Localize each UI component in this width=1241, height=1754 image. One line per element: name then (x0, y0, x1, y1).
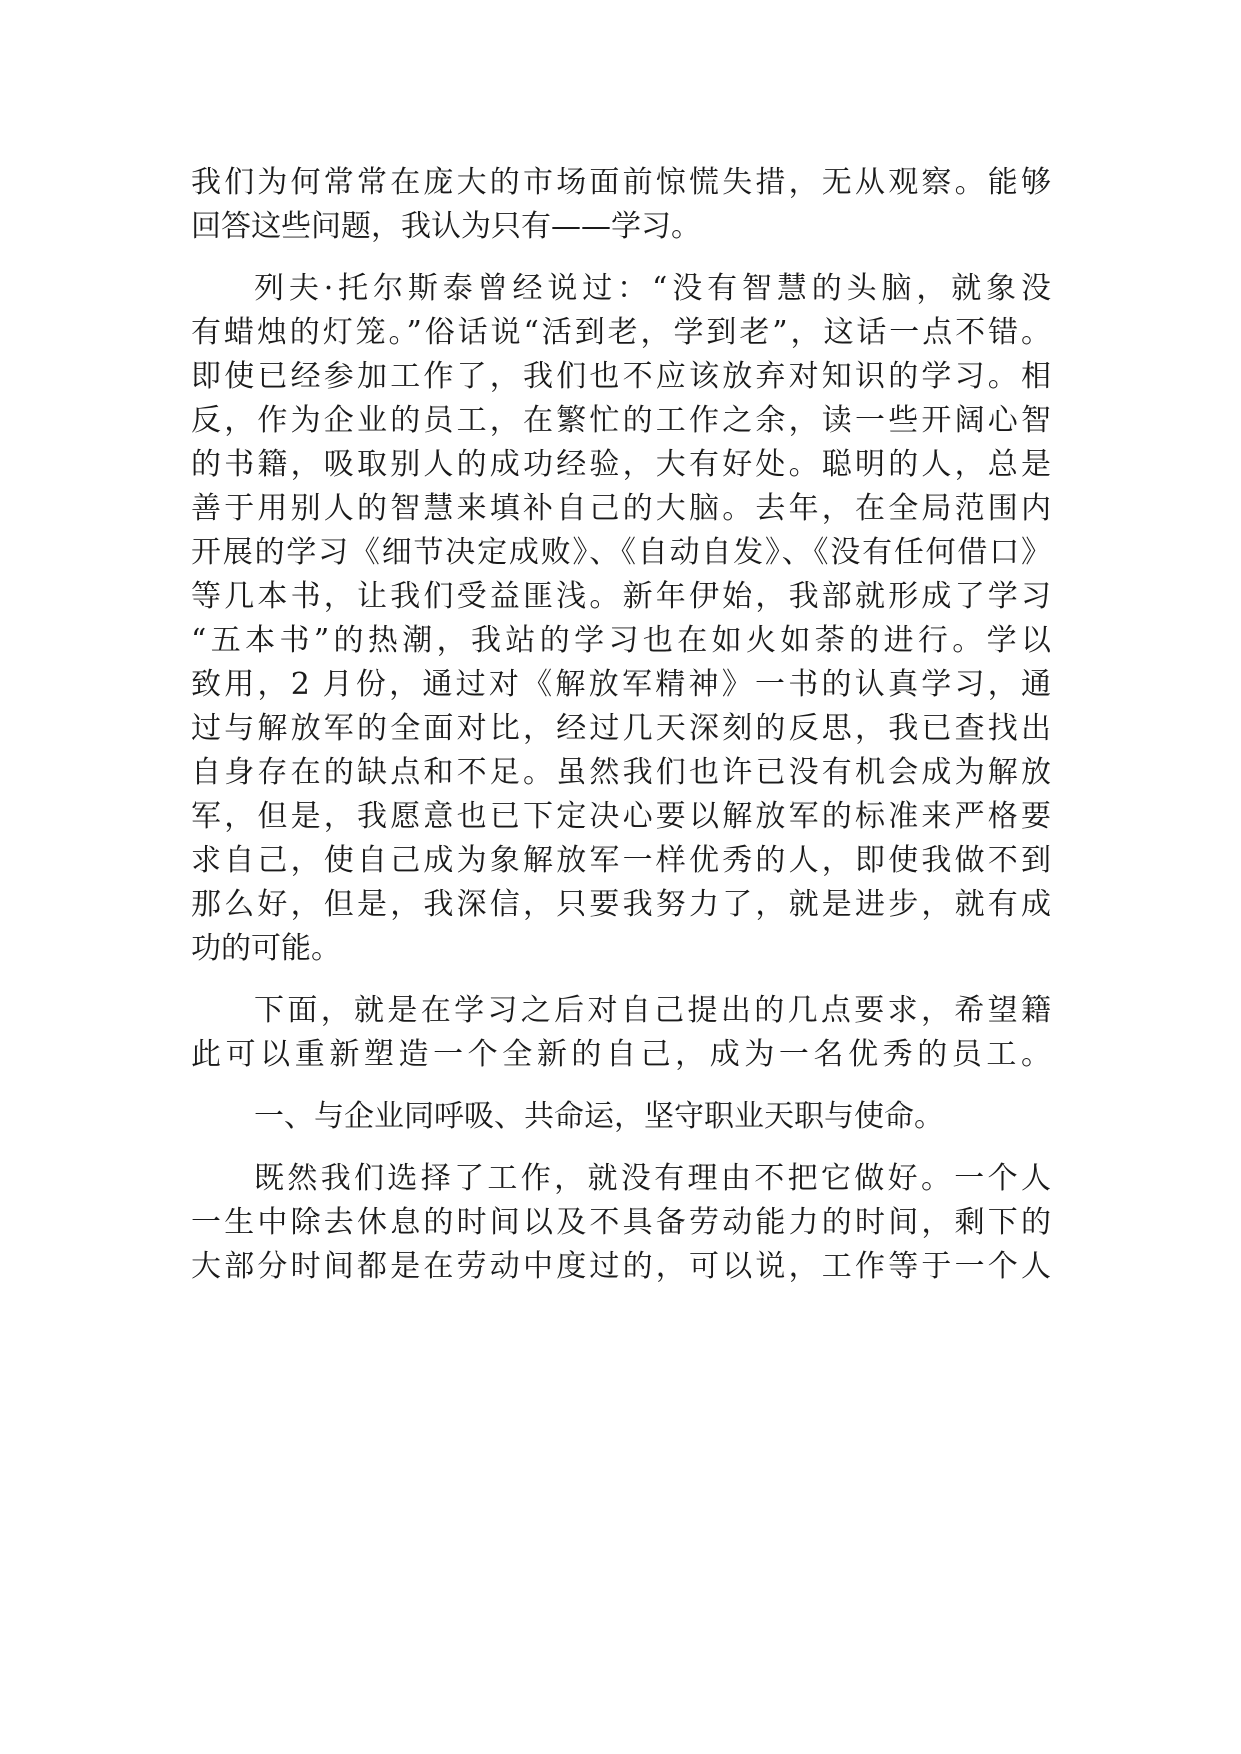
text-line: 一、与企业同呼吸、共命运，坚守职业天职与使命。 (254, 1099, 944, 1134)
text-line: 军，但是，我愿意也已下定决心要以解放军的标准来严格要 (191, 799, 1051, 834)
text-line: 下面，就是在学习之后对自己提出的几点要求，希望籍 (254, 993, 1051, 1028)
text-line: 大部分时间都是在劳动中度过的，可以说，工作等于一个人 (191, 1249, 1051, 1284)
text-line: 开展的学习《细节决定成败》、《自动自发》、《没有任何借口》 (191, 535, 1051, 570)
text-line: 致用，2 月份，通过对《解放军精神》一书的认真学习，通 (191, 667, 1051, 702)
text-line: 自身存在的缺点和不足。虽然我们也许已没有机会成为解放 (191, 755, 1051, 790)
text-line: 那么好，但是，我深信，只要我努力了，就是进步，就有成 (191, 887, 1051, 922)
body-text (191, 161, 1051, 1289)
text-line: 功的可能。 (191, 931, 341, 966)
text-line: “五本书”的热潮，我站的学习也在如火如荼的进行。学以 (191, 623, 1051, 658)
text-line: 反，作为企业的员工，在繁忙的工作之余，读一些开阔心智 (191, 403, 1051, 438)
text-line: 等几本书，让我们受益匪浅。新年伊始，我部就形成了学习 (191, 579, 1051, 614)
text-line: 列夫·托尔斯泰曾经说过：“没有智慧的头脑，就象没 (254, 271, 1051, 306)
text-line: 既然我们选择了工作，就没有理由不把它做好。一个人 (254, 1161, 1051, 1196)
text-line: 我们为何常常在庞大的市场面前惊慌失措，无从观察。能够 (191, 165, 1051, 200)
text-line: 有蜡烛的灯笼。”俗话说“活到老，学到老”，这话一点不错。 (191, 315, 1051, 350)
text-line: 过与解放军的全面对比，经过几天深刻的反思，我已查找出 (191, 711, 1051, 746)
text-line: 一生中除去休息的时间以及不具备劳动能力的时间，剩下的 (191, 1205, 1051, 1240)
text-line: 回答这些问题，我认为只有——学习。 (191, 209, 701, 244)
text-line: 即使已经参加工作了，我们也不应该放弃对知识的学习。相 (191, 359, 1051, 394)
text-line: 善于用别人的智慧来填补自己的大脑。去年，在全局范围内 (191, 491, 1051, 526)
text-line: 的书籍，吸取别人的成功经验，大有好处。聪明的人，总是 (191, 447, 1051, 482)
text-line: 此可以重新塑造一个全新的自己，成为一名优秀的员工。 (191, 1037, 1051, 1072)
text-line: 求自己，使自己成为象解放军一样优秀的人，即使我做不到 (191, 843, 1051, 878)
